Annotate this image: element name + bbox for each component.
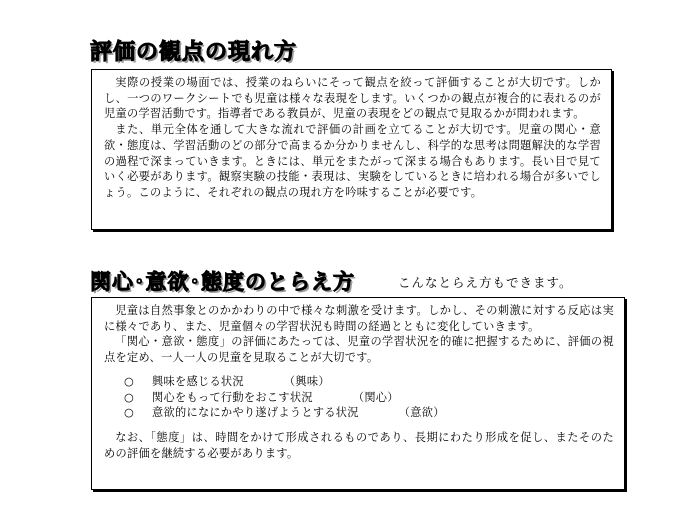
list-item-tag: （関心） <box>352 390 399 404</box>
evaluation-viewpoints-box <box>91 69 612 230</box>
paragraph: 実際の授業の場面では、授業のねらいにそって観点を絞って評価することが大切です。しかし、一つのワークシートでも児童は様々な表現をします。いくつかの観点が複合的に表れるのが児童の学習活動です。指導者である教員が、児童の表現をどの観点で見取るかが問われます。 <box>104 76 601 121</box>
list-item <box>104 390 614 406</box>
section-heading-interest-attitude: 関心･意欲･態度のとらえ方 <box>90 270 355 294</box>
paragraph: 児童は自然事象とのかかわりの中で様々な刺激を受けます。しかし、その刺激に対する反応は実に様々であり、また、児童個々の学習状況も時間の経過とともに変化していきます。 <box>104 304 614 333</box>
paragraph: 「関心・意欲・態度」の評価にあたっては、児童の学習状況を的確に把握するために、評価の視点を定め、一人一人の児童を見取ることが大切です。 <box>104 335 614 365</box>
list-item-tag: （意欲） <box>398 406 445 420</box>
side-note: こんなとらえ方もできます。 <box>398 275 573 290</box>
circle-bullet-icon: ○ <box>124 374 135 388</box>
viewpoint-list <box>104 374 614 421</box>
section-heading-evaluation-viewpoints: 評価の観点の現れ方 <box>90 40 298 65</box>
paragraph: なお、「態度」は、時間をかけて形成されるものであり、長期にわたり形成を促し、またそのための評価を継続する必要があります。 <box>104 430 614 460</box>
circle-bullet-icon: ○ <box>124 390 135 404</box>
list-item <box>104 374 614 390</box>
interest-attitude-box <box>91 297 625 490</box>
list-item <box>104 405 614 421</box>
list-item-text: 意欲的になにかやり遂げようとする状況 <box>152 406 359 420</box>
list-item-tag: （興味） <box>283 374 330 388</box>
paragraph: また、単元全体を通して大きな流れで評価の計画を立てることが大切です。児童の関心・意欲・態度は、学習活動のどの部分で高まるか分かりませんし、科学的な思考は問題解決的な学習の過程で深まっていきます。ときには、単元をまたがって深まる場合もあります。長い目で見ていく必要があります。観察実験の技能・表現は、実験をしているときに培われる場合が多いでしょう。このように、それぞれの観点の現れ方を吟味することが必要です。 <box>104 123 601 199</box>
list-item-text: 興味を感じる状況 <box>152 374 244 388</box>
circle-bullet-icon: ○ <box>124 406 135 420</box>
list-item-text: 関心をもって行動をおこす状況 <box>152 390 313 404</box>
